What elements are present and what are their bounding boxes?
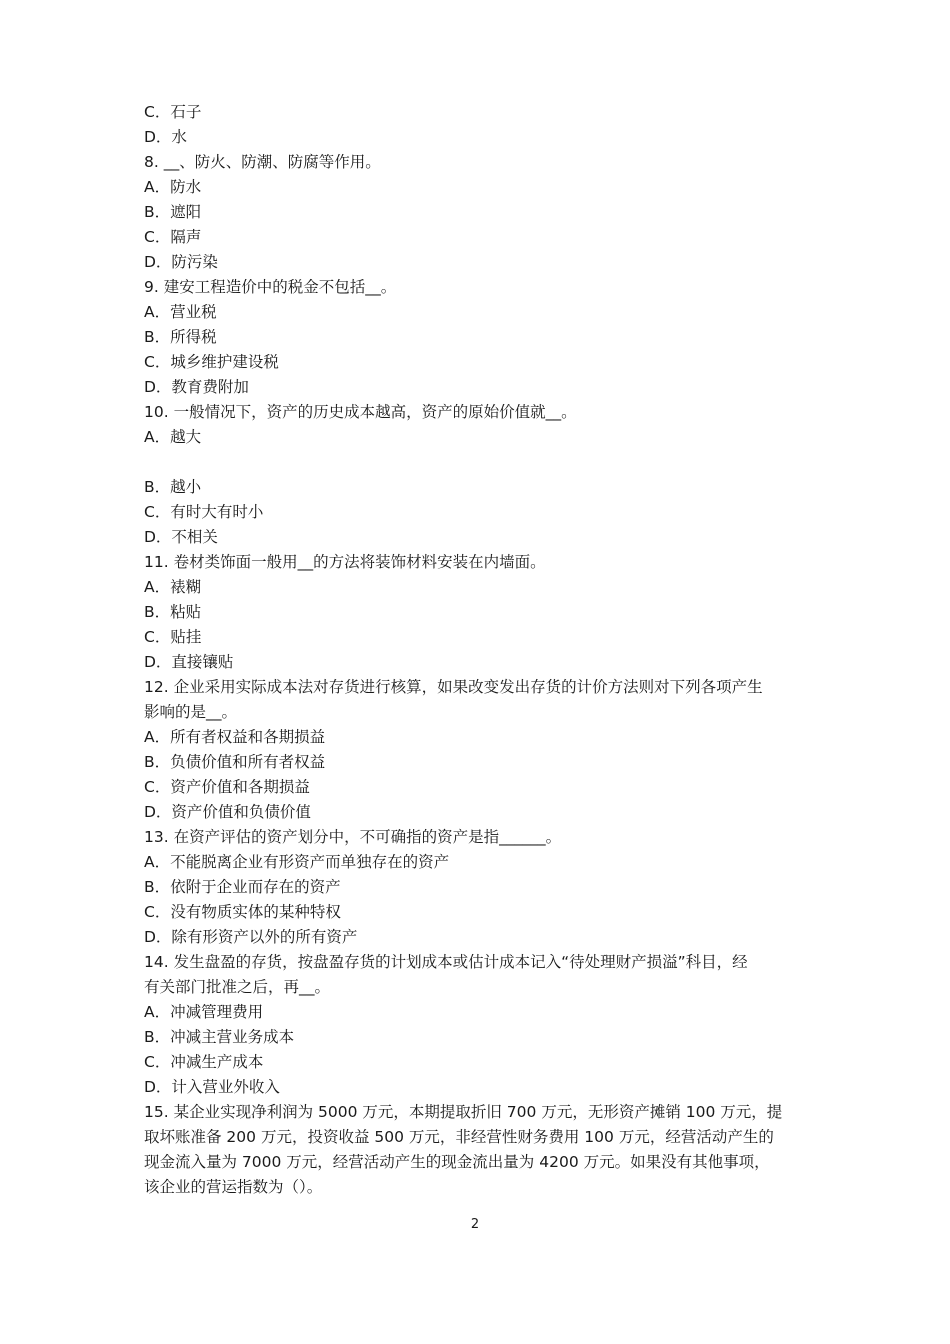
- q10-option-c: C．有时大有时小: [144, 503, 264, 521]
- q12-option-c: C．资产价值和各期损益: [144, 778, 310, 796]
- q9-option-a: A．营业税: [144, 303, 217, 321]
- question-13-text: 13. 在资产评估的资产划分中，不可确指的资产是指______。: [144, 828, 562, 846]
- q13-option-d: D．除有形资产以外的所有资产: [144, 928, 358, 946]
- question-12-text: 12. 企业采用实际成本法对存货进行核算，如果改变发出存货的计价方法则对下列各项产生: [144, 678, 763, 696]
- q9-option-b: B．所得税: [144, 328, 217, 346]
- question-15-text-cont-2: 现金流入量为 7000 万元，经营活动产生的现金流出量为 4200 万元。如果没有其他事项，: [144, 1153, 770, 1171]
- q8-option-c: C．隔声: [144, 228, 202, 246]
- option-d-line: D．水: [144, 128, 187, 146]
- q8-option-b: B．遮阳: [144, 203, 202, 221]
- question-15-text: 15. 某企业实现净利润为 5000 万元，本期提取折旧 700 万元，无形资产摊销 100 万元，提: [144, 1103, 783, 1121]
- q11-option-a: A．裱糊: [144, 578, 202, 596]
- blank-line: [144, 450, 819, 475]
- q8-option-a: A．防水: [144, 178, 202, 196]
- q11-option-d: D．直接镶贴: [144, 653, 234, 671]
- question-list: [144, 100, 819, 1200]
- q14-option-c: C．冲减生产成本: [144, 1053, 264, 1071]
- question-11-text: 11. 卷材类饰面一般用__的方法将装饰材料安装在内墙面。: [144, 553, 546, 571]
- question-10-text: 10. 一般情况下，资产的历史成本越高，资产的原始价值就__。: [144, 403, 577, 421]
- page-number: 2: [470, 1217, 480, 1232]
- q12-option-b: B．负债价值和所有者权益: [144, 753, 326, 771]
- question-12-text-cont: 影响的是__。: [144, 703, 238, 721]
- q8-option-d: D．防污染: [144, 253, 218, 271]
- q12-option-a: A．所有者权益和各期损益: [144, 728, 326, 746]
- question-15-text-cont-1: 取坏账准备 200 万元，投资收益 500 万元，非经营性财务费用 100 万元，经营活动产生的: [144, 1128, 774, 1146]
- question-9-text: 9. 建安工程造价中的税金不包括__。: [144, 278, 397, 296]
- q10-option-a: A．越大: [144, 428, 202, 446]
- q11-option-c: C．贴挂: [144, 628, 202, 646]
- q13-option-c: C．没有物质实体的某种特权: [144, 903, 341, 921]
- q12-option-d: D．资产价值和负债价值: [144, 803, 311, 821]
- q14-option-b: B．冲减主营业务成本: [144, 1028, 295, 1046]
- option-c-line: C．石子: [144, 103, 202, 121]
- q10-option-b: B．越小: [144, 478, 202, 496]
- question-15-text-cont-3: 该企业的营运指数为（）。: [144, 1178, 323, 1196]
- q14-option-a: A．冲减管理费用: [144, 1003, 264, 1021]
- q9-option-c: C．城乡维护建设税: [144, 353, 279, 371]
- q10-option-d: D．不相关: [144, 528, 218, 546]
- q13-option-a: A．不能脱离企业有形资产而单独存在的资产: [144, 853, 450, 871]
- question-14-text-cont: 有关部门批准之后，再__。: [144, 978, 331, 996]
- question-14-text: 14. 发生盘盈的存货，按盘盈存货的计划成本或估计成本记入“待处理财产损溢”科目，经: [144, 953, 748, 971]
- q11-option-b: B．粘贴: [144, 603, 202, 621]
- q9-option-d: D．教育费附加: [144, 378, 249, 396]
- q13-option-b: B．依附于企业而存在的资产: [144, 878, 341, 896]
- question-8-text: 8. __、防火、防潮、防腐等作用。: [144, 153, 381, 171]
- q14-option-d: D．计入营业外收入: [144, 1078, 280, 1096]
